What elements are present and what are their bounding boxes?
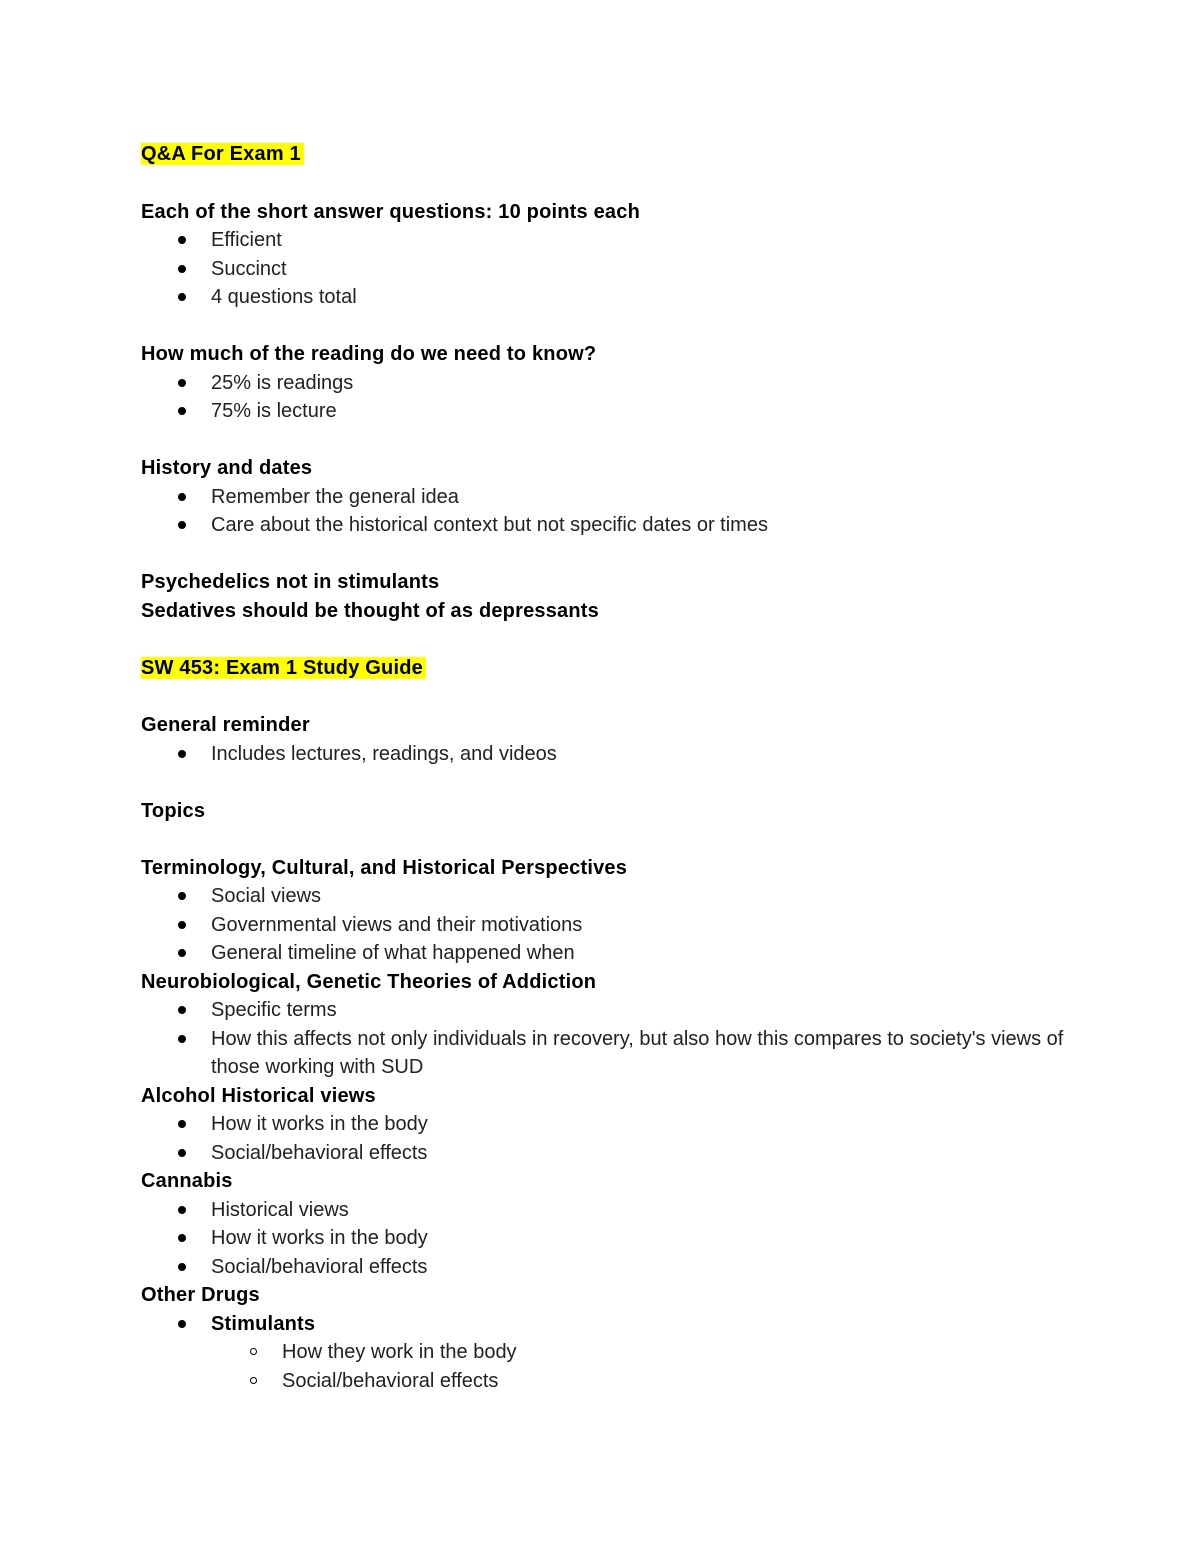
list-item: Specific terms <box>141 996 1081 1025</box>
guide-title <box>141 654 1081 683</box>
list-item: Efficient <box>141 226 1081 255</box>
list-item: Remember the general idea <box>141 483 1081 512</box>
guide-title-text: SW 453: Exam 1 Study Guide <box>141 657 426 679</box>
list-item: General timeline of what happened when <box>141 939 1081 968</box>
bullet-icon <box>178 379 186 387</box>
bullet-icon <box>178 493 186 501</box>
list-item: 75% is lecture <box>141 397 1081 426</box>
bullet-icon <box>178 265 186 273</box>
hollow-bullet-icon <box>250 1348 257 1355</box>
list-item: How it works in the body <box>141 1224 1081 1253</box>
bullet-icon <box>178 750 186 758</box>
hollow-bullet-icon <box>250 1377 257 1384</box>
list-item: Social views <box>141 882 1081 911</box>
bullet-icon <box>178 1320 186 1328</box>
bullet-icon <box>178 1206 186 1214</box>
bullet-icon <box>178 1035 186 1043</box>
list-item: How this affects not only individuals in recovery, but also how this compares to society's views of those working with SUD <box>141 1025 1081 1082</box>
sub-list-item: Social/behavioral effects <box>141 1367 1081 1396</box>
list-item: Historical views <box>141 1196 1081 1225</box>
list-item: 4 questions total <box>141 283 1081 312</box>
bullet-icon <box>178 1006 186 1014</box>
section-heading: How much of the reading do we need to know? <box>141 343 597 365</box>
list-item: Stimulants <box>141 1310 1081 1339</box>
list-item: Social/behavioral effects <box>141 1253 1081 1282</box>
note-psychedelics: Psychedelics not in stimulants <box>141 571 440 593</box>
section-heading: Topics <box>141 799 206 822</box>
note-sedatives: Sedatives should be thought of as depressants <box>141 599 599 622</box>
topic-heading: Other Drugs <box>141 1284 260 1306</box>
list-item: Care about the historical context but not specific dates or times <box>141 511 1081 540</box>
list-item: Social/behavioral effects <box>141 1139 1081 1168</box>
list-item: Succinct <box>141 255 1081 284</box>
bullet-icon <box>178 236 186 244</box>
topic-heading: Neurobiological, Genetic Theories of Addiction <box>141 970 597 993</box>
list-item: How it works in the body <box>141 1110 1081 1139</box>
bullet-icon <box>178 1263 186 1271</box>
bullet-icon <box>178 921 186 929</box>
topic-heading: Alcohol Historical views <box>141 1084 376 1107</box>
section-heading: Each of the short answer questions: 10 points each <box>141 200 640 223</box>
list-item: Includes lectures, readings, and videos <box>141 740 1081 769</box>
bullet-icon <box>178 407 186 415</box>
topic-heading: Cannabis <box>141 1170 233 1192</box>
list-item: Governmental views and their motivations <box>141 911 1081 940</box>
list-item: 25% is readings <box>141 369 1081 398</box>
topic-heading: Terminology, Cultural, and Historical Perspectives <box>141 856 628 879</box>
bullet-icon <box>178 949 186 957</box>
bullet-icon <box>178 293 186 301</box>
sub-list-item: How they work in the body <box>141 1338 1081 1367</box>
section-heading: General reminder <box>141 714 310 736</box>
bullet-icon <box>178 1234 186 1242</box>
section-heading: History and dates <box>141 457 313 479</box>
qa-title <box>141 140 1081 169</box>
bullet-icon <box>178 892 186 900</box>
document-page <box>141 140 1081 1395</box>
bullet-icon <box>178 521 186 529</box>
bullet-icon <box>178 1149 186 1157</box>
qa-title-text: Q&A For Exam 1 <box>141 143 304 165</box>
bullet-icon <box>178 1120 186 1128</box>
